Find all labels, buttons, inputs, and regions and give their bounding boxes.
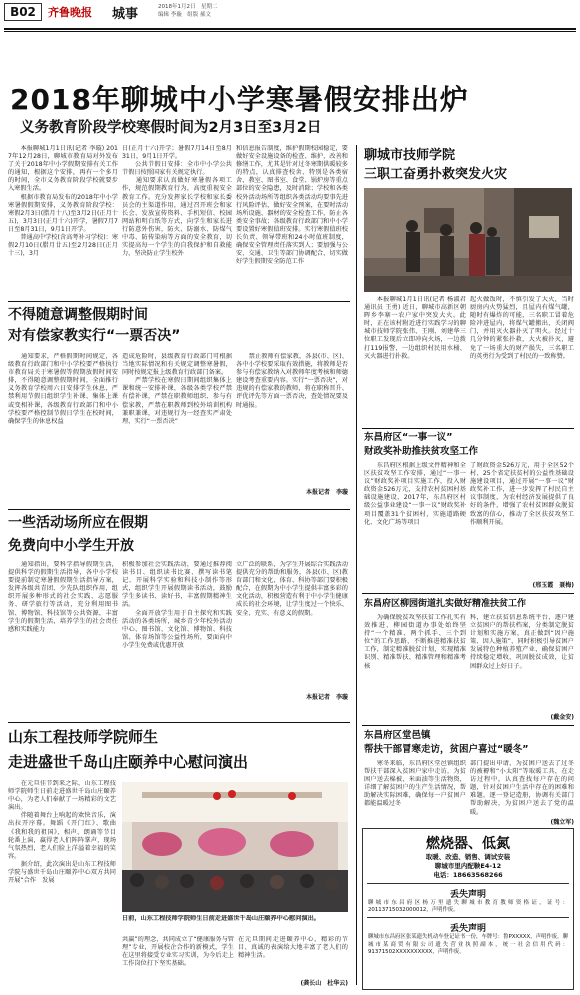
notice1-title: 丢失声明	[449, 890, 486, 900]
article2-byline: 本报记者 李璇	[305, 489, 348, 496]
fire-photo	[364, 188, 572, 292]
dongchang2-title: 东昌府区柳园街道扎实做好精准扶贫工作	[364, 599, 527, 609]
article3-subtitle: 免费向中小学生开放	[8, 538, 134, 554]
section-rule	[8, 509, 350, 510]
lead-subhead: 义务教育阶段学校寒假时间为2月3日至3月2日	[20, 120, 322, 136]
issue-date: 2018年1月2日 星期二	[158, 4, 218, 10]
concert-photo-caption: 日前，山东工程技师学院师生日前走进盛世千岛山庄颐养中心慰问演出。	[122, 915, 320, 922]
fire-column-2: 起火做饭时，不慎引发了大火，当时厨房内火势猛烈，且屋内有煤气罐，随时有爆炸的可能，三名职工冒着危险冲进屋内，将煤气罐搬出，关闭阀门，并用灭火器扑灭了明火。经过十几分钟的紧张扑救，大火被扑灭，避免了一场重大的财产损失，三名职工的英勇行为受到了村民的一致称赞。	[470, 296, 574, 360]
section-title: 城事	[112, 7, 139, 22]
classified-ad-box	[362, 828, 574, 990]
section-rule	[8, 301, 350, 302]
notice1-text: 聊城市东昌府区杨万里遗失聊城市教育教师资格证，证号：20113715032000012，声明作废。	[368, 900, 568, 914]
dongchang1-subtitle: 财政奖补助推扶贫攻坚工作	[364, 446, 479, 457]
page-number: B02	[4, 3, 42, 21]
ad-line-address: 聊城市里内配鞅E4-12	[434, 862, 502, 870]
dongchang1-byline: (邢玉霞 聂梅)	[532, 582, 574, 589]
section-rule	[362, 593, 574, 594]
article2-column-1: 通知要求，严格假期时间规定，各级教育行政部门和中小学校要严格执行市教育局关于寒暑假等假期放假时间安排，不得随意调整假期时间，全面推行义务教育学校周六日安排学生休息，严禁利用节假日组织学生补课、集体上课或变相补课，各级教育行政部门和中小学校要严格控制节假日学生在校时间，确保学生的休息权益	[8, 353, 118, 425]
article3-column-1: 通知指出，要科学指导假期生活，提供科学的假期生活指导，各中小学校要提前制定寒暑假假期生活指导方案，发挥各级共青团、少先队组织作用，组织开展多种形式的社会实践、志愿服务、研学旅行等活动，充分利用图书馆、博物馆、科技馆等公共资源，丰富学生的假期生活，培养学生的社会责任感和实践能力	[8, 561, 118, 633]
concert-column-3: 在元旦期间走进颐养中心，精彩的节目、真诚的表演给大地丰富了老人们的精神生活。	[238, 936, 348, 960]
article2-subtitle: 对有偿家教实行“一票否决”	[8, 328, 181, 344]
article2-column-3: 禁止教师有偿家教，各县(市、区)、各中小学校要采取有效措施，将教师是否参与有偿家教纳入对教师年度考核和师德建设考查重要内容。实行“一票否决”，对违规的有偿家教的教师，将在职称晋升、评优评先等方面一票否决，查处情况要及时通报。	[236, 353, 348, 409]
fire-title-line1: 聊城市技师学院	[364, 148, 456, 163]
dongchang2-column-2: 科，建立扶贫信息系统平台，逐户建立贫困户的帮扶档案，分类制定脱贫计划和实施方案，真正做到“因户施策、因人施策”，同时积极引导贫困户发展特色种植养殖产业，确保贫困户持续稳定增收，巩固脱贫成效，让贫困群众过上好日子。	[470, 614, 574, 670]
article2-title: 不得随意调整假期时间	[8, 307, 148, 323]
section-rule	[362, 725, 574, 726]
lead-column-2: 日(正月十六)开学；暑假7月14日至8月31日，9月1日开学。 公共节假日安排：全市中小学公共节假日按照国家有关规定执行。 通知要求认真做好寒暑假各项工作，规范假期教育行为，高度重视安全教育工作。充分发挥家长学校和家长委员会的主渠道作用，通过召开班会和家长会、发放宣传资料、手机短信、校园网站和明白纸等方式，向学生和家长进行防意外伤害、防火、防溺水、防煤气中毒、防传染病等方面的安全教育，切实提高每一个学生的自我保护和自救能力，坚决防止学生校外	[122, 145, 232, 258]
ad-title: 燃烧器、低氮	[426, 836, 510, 852]
column-divider	[356, 145, 357, 985]
lead-headline: 2018年聊城中小学寒暑假安排出炉	[10, 83, 469, 116]
lead-column-1: 本报聊城1月1日讯(记者 李璇) 2017年12月28日，聊城市教育局对外发布了关于2018年中小学假期安排有关工作的通知，根据这个安排，再有一个多月的时间，全市义务教育阶段学校就要步入寒假生活。 根据市教育局发布的2018年中小学寒暑假假期安排，义务教育阶段学校：寒假2月3日(腊月十八)至3月2日(正月十五)，3月3日(正月十六)开学，暑假7月7日至8月31日，9月1日开学。 普通高中学校(含高考补习学校)：寒假2月10日(腊月廿五)至2月28日(正月十三)，3月	[8, 145, 118, 258]
notice2-text: 聊城市东昌府区张某遗失机动车登记证书一份，车牌号：鲁PXXXXX，声明作废。聊城市某商贸有限公司遗失营业执照副本，统一社会信用代码：91371502XXXXXXXXXX，声明作废。	[368, 934, 568, 955]
article3-column-2: 积极参加社会实践活动，要通过推荐阅读书目、组织读书比赛、撰写读书笔记、开展科学实验和科技小制作等形式，组织学生开展假期读书活动，鼓励学生多读书、读好书，丰富假期精神生活。 全面开放学生用于自主探究和实践活动的各类场所，城乡青少年校外活动中心、图书馆、文化馆、博物馆、科技馆、体育场馆等公益性场所，要面向中小学生免费或优惠开放	[122, 561, 232, 649]
editor-credits: 编辑 李璇 组版 郝文	[158, 11, 211, 18]
dongchang1-column-1: 东昌府区根据上级文件精神和全区扶贫攻坚工作安排，通过“一事一议”财政奖补项目实施工作，投入财政资金526万元，支持农村贫困村基础设施建设，2017年，东昌府区村级公益事业建设“一事一议”财政奖补项目覆盖31个贫困村，实施道路硬化、文化广场等项目	[364, 462, 466, 526]
concert-photo	[122, 782, 348, 912]
dongchang1-title: 东昌府区“一事一议”	[364, 432, 453, 443]
concert-column-2: 共赢”的理念，共同成立了“健康服务与管理”专业，开展校企合作的新模式，学生在这里将接受专业实习实训，为今后走上工作岗位打下坚实基础。	[122, 936, 234, 968]
section-rule	[362, 428, 574, 429]
dongchang3-byline: (魏立军)	[550, 819, 574, 826]
concert-title-line1: 山东工程技师学院师生	[8, 728, 159, 746]
dongchang2-byline: (戴金安)	[550, 714, 574, 721]
dongchang2-column-1: 为确保脱贫攻坚扶贫工作扎实有效推进，柳园街道办事处始终坚持“一个精准、两个抓手、三个到位”的工作思路，不断推进精准扶贫工作，制定精准脱贫计划，实现精准识别、精准帮扶、精准管理和精准考核	[364, 614, 466, 670]
ad-line-phone: 电话：18663568266	[433, 871, 503, 879]
concert-column-1: 在元旦佳节到来之际，山东工程技师学院师生日前走进盛世千岛山庄颐养中心，为老人们奉献了一场精彩的文艺演出。 伴随着舞台上响起的欢快音乐，演出拉开序幕。舞蹈《开门红》、歌曲《我和我的祖国》、相声、朗诵等节目轮番上演，赢得老人们阵阵掌声，现场气氛热烈，老人们脸上洋溢着幸福的笑容。 据介绍，此次演出是山东工程技师学院与盛世千岛山庄颐养中心双方共同开展“合作 发展	[8, 780, 116, 885]
dongchang3-title: 东昌府区堂邑镇	[364, 730, 431, 741]
dongchang3-subtitle: 帮扶干部冒寒走访，贫困户喜过“暖冬”	[364, 744, 529, 755]
article3-byline: 本报记者 李璇	[305, 694, 348, 701]
dongchang3-column-1: 寒冬来临，东昌府区堂邑镇组织帮扶干部深入贫困户家中走访，为贫困户送去棉被、米面油等生活物资，详细了解贫困户的生产生活情况，帮助解决实际困难，确保每一户贫困户都能温暖过冬	[364, 760, 466, 808]
dateline	[158, 4, 218, 19]
concert-byline: (龚长山 杜华云)	[300, 980, 348, 987]
newspaper-logo: 齐鲁晚报	[48, 6, 92, 19]
masthead-rule-thin	[4, 31, 576, 32]
fire-title-line2: 三职工奋勇扑救突发火灾	[364, 167, 508, 182]
article3-column-3: 立广泛的联系，为学生开展综合实践活动提供充分的帮助和服务，各县(市、区)教育部门和文化、体育、科协等部门要积极配合，在假期为中小学生提供丰富多彩的文化活动，积极营造有利于中小学生健康成长的社会环境，让学生度过一个快乐、安全、充实、有意义的假期。	[236, 561, 348, 617]
dongchang1-column-2: 了财政资金526万元，用于全区52个村、25个省定扶贫村的公益性基础设施建设项目，通过开展“一事一议”财政奖补工作，进一步发挥了村民自主议事制度，为农村经济发展提供了良好的条件，增强了农村贫困群众脱贫致富的信心，推动了全区扶贫攻坚工作顺利开展。	[470, 462, 574, 526]
notice2-title: 丢失声明	[449, 924, 486, 935]
lead-column-3: 和信息报告制度，维护假期校园稳定，要做好安全设施设备的检查、维护，改善和修缮工作，尤其是针对过冬寒期供暖较多的特点，认真排查校舍、特别是各类宿舍、教室、图书室、食堂、锅炉房等重点部位的安全隐患，及时消除；学校和各类校外活动场所等组织各类活动均要事先进行风险评估，做好安全预案，在要时活动场所设施、器材的安全检查工作，防止各类安全事故；各级教育行政部门和中小学要设置好寒假值班安排。实行寒假值班校长负责、领导带班和24小时值班制度，确保安全管理责任落实到人；要加强与公安、交通、卫生等部门协调配合，切实做好学生假期安全防范工作	[236, 145, 348, 266]
ad-line-services: 取暖、改造、销售、调试安装	[425, 853, 511, 861]
article3-title: 一些活动场所应在假期	[8, 515, 148, 531]
fire-column-1: 本报聊城1月1日讯(记者 杨淑君 通讯员 王勇) 近日，聊城市高新区朝晖乡李寨一农户家中突发大火。此时，正在该村附近进行实践学习的聊城市技师学院张伟、王刚、刘建华三位职工发现后立即冲向火场，一边拨打119报警，一边组织村民用水桶、灭火器进行扑救。	[364, 296, 466, 360]
masthead-rule	[4, 28, 576, 30]
concert-title-line2: 走进盛世千岛山庄颐养中心慰问演出	[8, 753, 249, 771]
section-rule	[8, 722, 350, 723]
article2-column-2: 造成危险时，县级教育行政部门可根据当地实际情况和有关规定调整寒暑假，同时按规定报上级教育行政部门备案。 严禁学校在寒假日期间组织集体上课和统一安排补课，各级各类学校严禁有偿补课，严禁在职教师组织、参与有偿家教，严禁在职教师到校外培训机构兼职兼课，对违规行为一经查实严肃处理，实行“一票否决”	[122, 353, 232, 425]
dongchang3-column-2: 部门提出申请，为贫困户送去了过冬的被褥和“小太阳”等取暖工具，在走访过程中，认真查找每户存在的问题，针对贫困户生活中存在的困难和难题，逐一登记造册，协调有关部门帮助解决，为贫困户送去了党的温暖。	[470, 760, 574, 816]
